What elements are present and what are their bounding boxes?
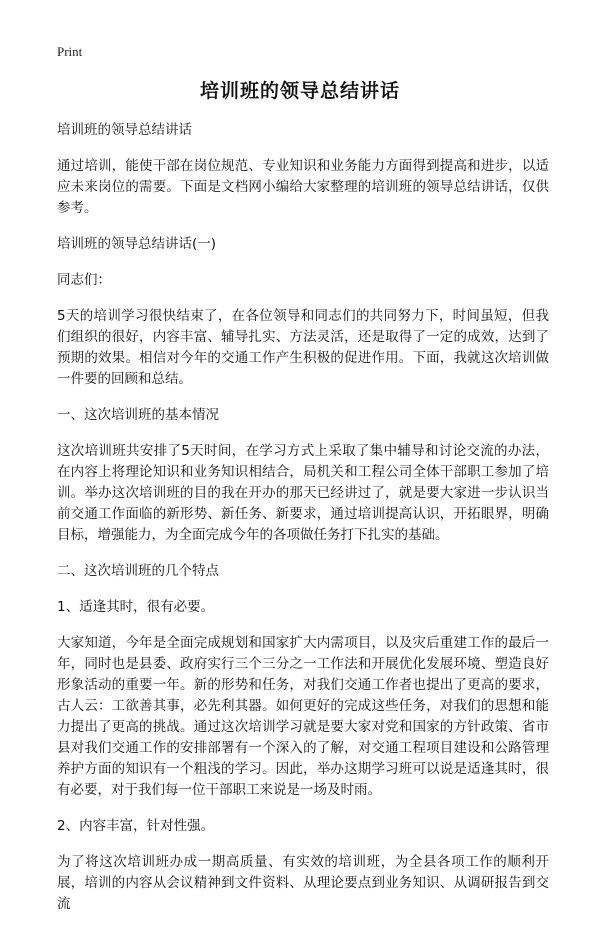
document-title: 培训班的领导总结讲话 bbox=[199, 80, 400, 102]
body-paragraph: 5天的培训学习很快结束了，在各位领导和同志们的共同努力下，时间虽短，但我们组织的很好，内容丰富、辅导扎实、方法灵活，还是取得了一定的成效，达到了预期的效果。相信对今年的交通工作产生积极的促进作用。下面，我就这次培训做一件要的回顾和总结。 bbox=[57, 308, 549, 387]
intro-paragraph: 通过培训，能使干部在岗位规范、专业知识和业务能力方面得到提高和进步，以适应未来岗位的需要。下面是文档网小编给大家整理的培训班的领导总结讲话，仅供参考。 bbox=[57, 158, 549, 216]
body-paragraph: 这次培训班共安排了5天时间，在学习方式上采取了集中辅导和讨论交流的办法，在内容上将理论知识和业务知识相结合，局机关和工程公司全体干部职工参加了培训。举办这次培训班的目的我在开办的那天已经讲过了，就是要大家进一步认识当前交通工作面临的新形势、新任务、新要求，通过培训提高认识，开拓眼界，明确目标，增强能力，为全面完成今年的各项做任务打下扎实的基础。 bbox=[57, 443, 549, 543]
print-link[interactable]: Print bbox=[57, 44, 83, 59]
section-heading: 二、这次培训班的几个特点 bbox=[57, 563, 219, 579]
section-heading: 培训班的领导总结讲话(一) bbox=[57, 236, 217, 252]
subtitle: 培训班的领导总结讲话 bbox=[57, 122, 192, 138]
sub-heading: 2、内容丰富，针对性强。 bbox=[57, 818, 215, 834]
section-heading: 一、这次培训班的基本情况 bbox=[57, 407, 219, 423]
body-paragraph: 大家知道，今年是全面完成规划和国家扩大内需项目，以及灾后重建工作的最后一年，同时也是县委、政府实行三个三分之一工作法和开展优化发展环境、塑造良好形象活动的重要一年。新的形势和任务，对我们交通工作者也提出了更高的要求，古人云：工欲善其事，必先利其器。如何更好的完成这些任务，对我们的思想和能力提出了更高的挑战。通过这次培训学习就是要大家对党和国家的方针政策、省市县对我们交通工作的安排部署有一个深入的了解，对交通工程项目建设和公路管理养护方面的知识有一个粗浅的学习。因此，举办这期学习班可以说是适逢其时，很有必要，对于我们每一位干部职工来说是一场及时雨。 bbox=[57, 635, 549, 798]
document-body bbox=[57, 120, 549, 930]
salutation: 同志们： bbox=[57, 272, 111, 288]
sub-heading: 1、适逢其时，很有必要。 bbox=[57, 599, 215, 615]
body-paragraph: 为了将这次培训班办成一期高质量、有实效的培训班，为全县各项工作的顺利开展，培训的内容从会议精神到文件资料、从理论要点到业务知识、从调研报告到交流 bbox=[57, 854, 549, 912]
